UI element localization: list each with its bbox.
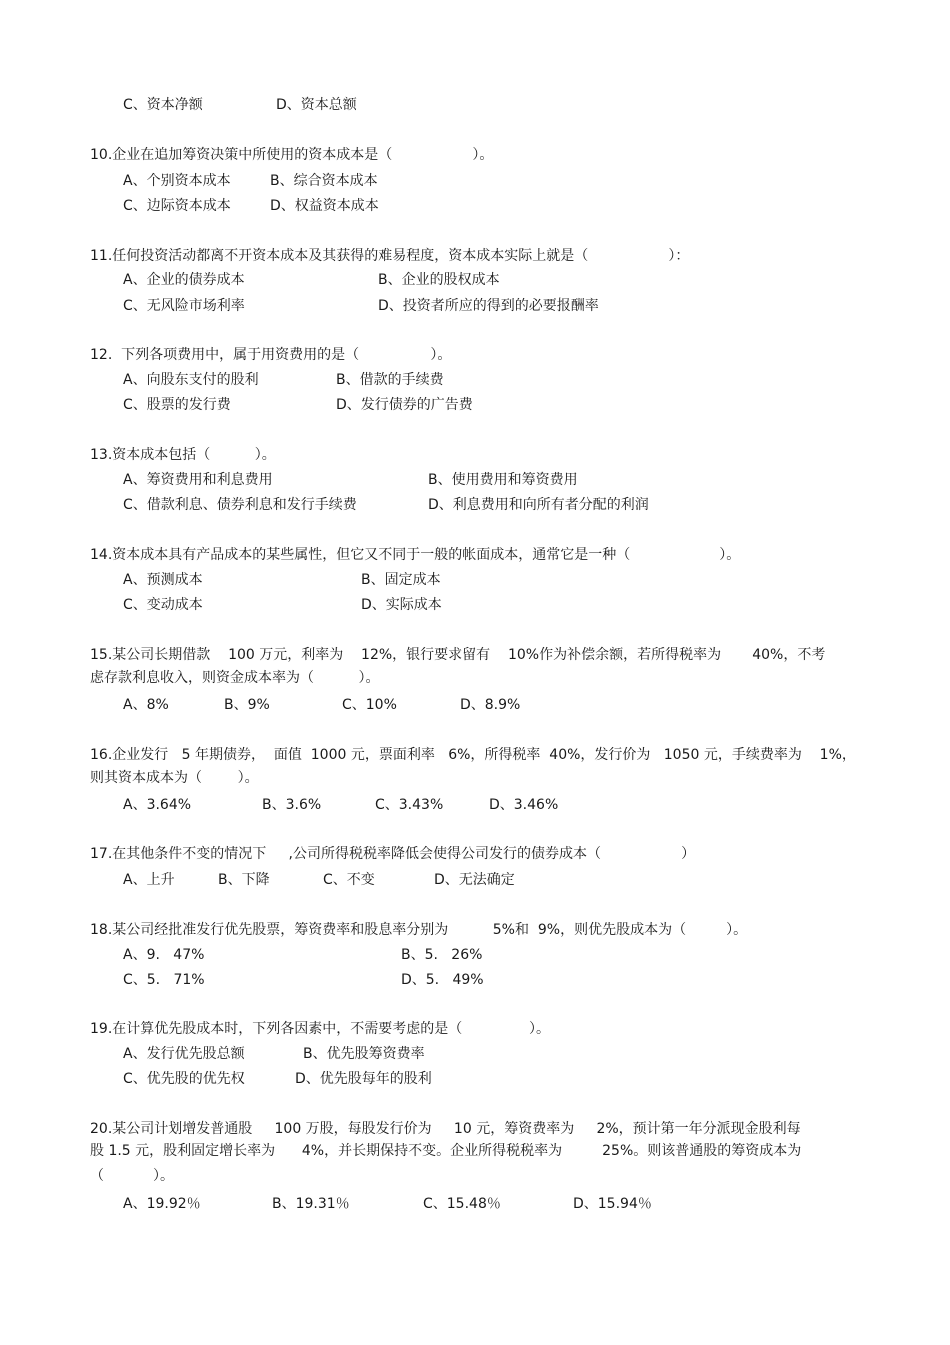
q15-option-a: A、8%	[123, 697, 169, 713]
q10-option-d: D、权益资本成本	[270, 198, 379, 214]
q19-option-c: C、优先股的优先权	[123, 1071, 245, 1087]
q19-option-a: A、发行优先股总额	[123, 1046, 245, 1062]
q16-stem-line-1: 16.企业发行 5 年期债券， 面值 1000 元，票面利率 6%，所得税率 40%，发行价为 1050 元，手续费率为 1%，	[90, 747, 856, 763]
q16-option-a: A、3.64%	[123, 797, 192, 813]
q12-stem: 12. 下列各项费用中，属于用资费用的是（ ）。	[90, 347, 452, 363]
q15-option-d: D、8.9%	[460, 697, 521, 713]
q16-option-d: D、3.46%	[489, 797, 559, 813]
q12-option-a: A、向股东支付的股利	[123, 372, 259, 388]
q19-option-b: B、优先股筹资费率	[303, 1046, 425, 1062]
q20-option-c: C、15.48％	[423, 1196, 501, 1212]
q18-option-c: C、5. 71%	[123, 972, 205, 988]
q14-option-b: B、固定成本	[361, 572, 441, 588]
q18-option-d: D、5. 49%	[401, 972, 484, 988]
q15-option-c: C、10%	[342, 697, 397, 713]
q13-option-a: A、筹资费用和利息费用	[123, 472, 273, 488]
q11-stem: 11.任何投资活动都离不开资本成本及其获得的难易程度，资本成本实际上就是（ ）：	[90, 248, 690, 264]
q10-stem: 10.企业在追加筹资决策中所使用的资本成本是（ ）。	[90, 147, 494, 163]
q10-option-b: B、综合资本成本	[270, 173, 378, 189]
q12-option-d: D、发行债券的广告费	[336, 397, 473, 413]
q16-stem-line-2: 则其资本成本为（ ）。	[90, 770, 259, 786]
q11-option-b: B、企业的股权成本	[378, 272, 500, 288]
q14-option-a: A、预测成本	[123, 572, 203, 588]
q19-option-d: D、优先股每年的股利	[295, 1071, 432, 1087]
q17-option-d: D、无法确定	[434, 872, 515, 888]
q20-option-b: B、19.31％	[272, 1196, 350, 1212]
q14-stem: 14.资本成本具有产品成本的某些属性，但它又不同于一般的帐面成本，通常它是一种（ ）。	[90, 547, 741, 563]
q16-option-c: C、3.43%	[375, 797, 444, 813]
q20-option-a: A、19.92％	[123, 1196, 201, 1212]
q15-stem-line-2: 虑存款利息收入，则资金成本率为（ ）。	[90, 670, 380, 686]
q10-option-a: A、个别资本成本	[123, 173, 231, 189]
q15-stem-line-1: 15.某公司长期借款 100 万元，利率为 12%，银行要求留有 10%作为补偿余额，若所得税率为 40%，不考	[90, 647, 826, 663]
q17-option-a: A、上升	[123, 872, 175, 888]
q12-option-c: C、股票的发行费	[123, 397, 231, 413]
q18-option-b: B、5. 26%	[401, 947, 483, 963]
q17-stem: 17.在其他条件不变的情况下 ,公司所得税税率降低会使得公司发行的债券成本（ ）	[90, 846, 696, 862]
q10-option-c: C、边际资本成本	[123, 198, 231, 214]
q9-option-c: C、资本净额	[123, 97, 203, 113]
q20-stem-line-1: 20.某公司计划增发普通股 100 万股，每股发行价为 10 元，筹资费率为 2%，预计第一年分派现金股利每	[90, 1121, 801, 1137]
q16-option-b: B、3.6%	[262, 797, 322, 813]
q13-option-c: C、借款利息、债券利息和发行手续费	[123, 497, 357, 513]
q14-option-d: D、实际成本	[361, 597, 442, 613]
q20-stem-line-2: 股 1.5 元，股利固定增长率为 4%，并长期保持不变。企业所得税税率为 25%。则该普通股的筹资成本为	[90, 1143, 802, 1159]
q11-option-c: C、无风险市场利率	[123, 298, 245, 314]
q18-option-a: A、9. 47%	[123, 947, 205, 963]
q11-option-a: A、企业的债券成本	[123, 272, 245, 288]
q20-stem-line-3: （ ）。	[90, 1168, 174, 1184]
q17-option-c: C、不变	[323, 872, 375, 888]
q18-stem: 18.某公司经批准发行优先股票，筹资费率和股息率分别为 5%和 9%，则优先股成本为（ ）。	[90, 922, 748, 938]
q9-option-d: D、资本总额	[276, 97, 357, 113]
q17-option-b: B、下降	[218, 872, 270, 888]
q11-option-d: D、投资者所应的得到的必要报酬率	[378, 298, 599, 314]
q15-option-b: B、9%	[224, 697, 270, 713]
q14-option-c: C、变动成本	[123, 597, 203, 613]
q20-option-d: D、15.94％	[573, 1196, 652, 1212]
q13-option-b: B、使用费用和筹资费用	[428, 472, 578, 488]
q19-stem: 19.在计算优先股成本时，下列各因素中，不需要考虑的是（ ）。	[90, 1021, 551, 1037]
q13-stem: 13.资本成本包括（ ）。	[90, 447, 276, 463]
q13-option-d: D、利息费用和向所有者分配的利润	[428, 497, 649, 513]
q12-option-b: B、借款的手续费	[336, 372, 444, 388]
